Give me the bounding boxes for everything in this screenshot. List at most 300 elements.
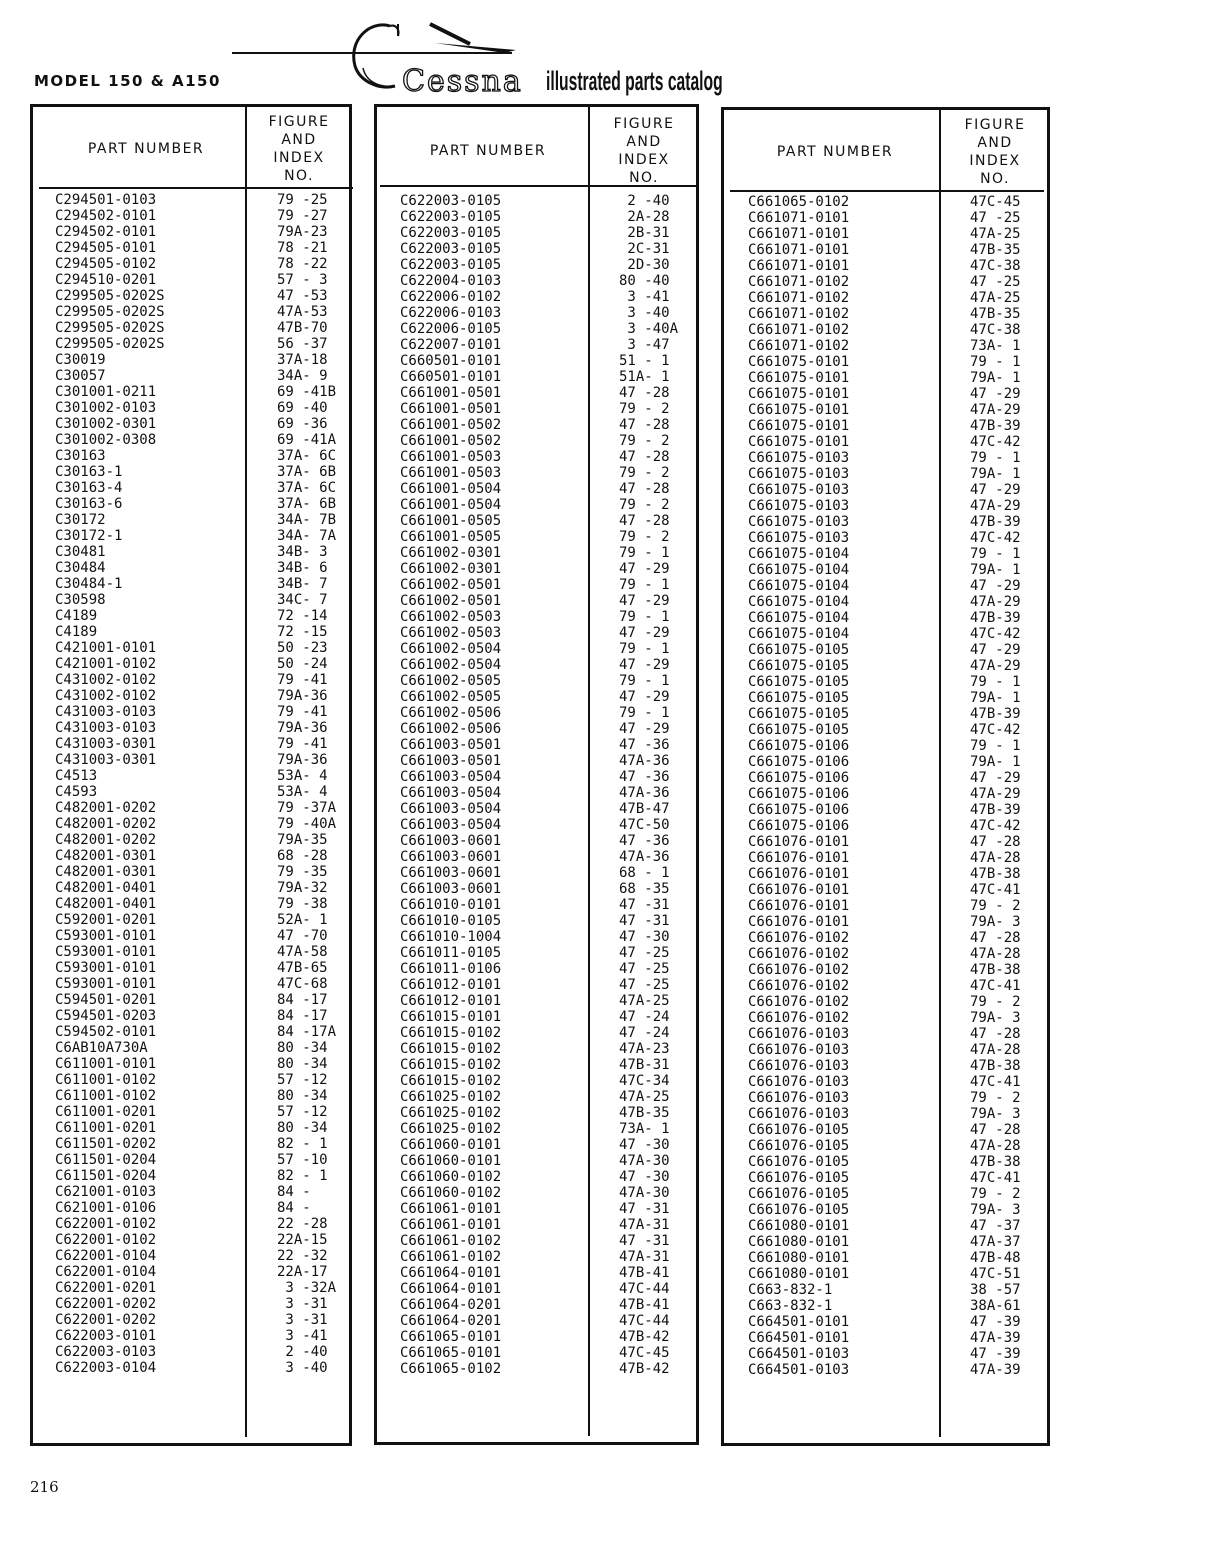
figure-index: 79 - 1 bbox=[970, 674, 1021, 690]
figure-index: 47 -29 bbox=[970, 642, 1021, 658]
part-number: C661065-0102 bbox=[400, 1361, 502, 1377]
table-row bbox=[33, 1280, 349, 1296]
table-row bbox=[724, 306, 1047, 322]
part-number: C431003-0103 bbox=[55, 704, 157, 720]
figure-index-header: FIGURE AND INDEX NO. bbox=[613, 116, 675, 186]
table-row bbox=[724, 1170, 1047, 1186]
part-number: C661003-0501 bbox=[400, 753, 502, 769]
part-number: C661065-0101 bbox=[400, 1329, 502, 1345]
figure-index: 34B- 3 bbox=[277, 544, 328, 560]
figure-index: 52A- 1 bbox=[277, 912, 328, 928]
table-row bbox=[33, 848, 349, 864]
part-number: C661075-0101 bbox=[748, 354, 850, 370]
table-row bbox=[724, 1266, 1047, 1282]
part-number: C592001-0201 bbox=[55, 912, 157, 928]
part-number: C661071-0101 bbox=[748, 210, 850, 226]
part-number: C661001-0504 bbox=[400, 481, 502, 497]
part-number: C431003-0103 bbox=[55, 720, 157, 736]
table-row bbox=[724, 898, 1047, 914]
table-row bbox=[377, 881, 696, 897]
part-number: C661080-0101 bbox=[748, 1218, 850, 1234]
figure-index: 47 -25 bbox=[619, 977, 670, 993]
figure-index: 47C-42 bbox=[970, 530, 1021, 546]
table-row bbox=[33, 720, 349, 736]
table-row bbox=[724, 386, 1047, 402]
part-number-header: PART NUMBER bbox=[429, 143, 547, 159]
table-row bbox=[724, 402, 1047, 418]
part-number: C431002-0102 bbox=[55, 688, 157, 704]
part-number: C661002-0301 bbox=[400, 561, 502, 577]
table-row bbox=[377, 993, 696, 1009]
part-number: C482001-0401 bbox=[55, 896, 157, 912]
part-number: C294505-0101 bbox=[55, 240, 157, 256]
part-number: C661002-0301 bbox=[400, 545, 502, 561]
figure-index: 47 -28 bbox=[970, 834, 1021, 850]
table-row bbox=[33, 512, 349, 528]
table-row bbox=[377, 1345, 696, 1361]
part-number: C661075-0103 bbox=[748, 498, 850, 514]
table-row bbox=[377, 417, 696, 433]
figure-index: 79A- 1 bbox=[970, 754, 1021, 770]
figure-index: 47A-29 bbox=[970, 498, 1021, 514]
part-number: C661060-0101 bbox=[400, 1137, 502, 1153]
table-row bbox=[33, 544, 349, 560]
figure-index: 79 - 2 bbox=[619, 465, 670, 481]
table-row bbox=[377, 1105, 696, 1121]
part-number: C30163-1 bbox=[55, 464, 123, 480]
part-number: C661011-0106 bbox=[400, 961, 502, 977]
table-row bbox=[724, 498, 1047, 514]
table-row bbox=[724, 1058, 1047, 1074]
part-number: C661001-0503 bbox=[400, 465, 502, 481]
part-number: C661075-0103 bbox=[748, 466, 850, 482]
cessna-logo bbox=[230, 10, 750, 110]
part-number: C622006-0102 bbox=[400, 289, 502, 305]
table-row bbox=[724, 1202, 1047, 1218]
part-number: C661076-0101 bbox=[748, 882, 850, 898]
part-number: C421001-0101 bbox=[55, 640, 157, 656]
table-row bbox=[724, 1282, 1047, 1298]
figure-index: 3 -47 bbox=[619, 337, 670, 353]
part-number: C661075-0106 bbox=[748, 738, 850, 754]
table-row bbox=[33, 1008, 349, 1024]
part-number: C661076-0101 bbox=[748, 914, 850, 930]
figure-index: 68 - 1 bbox=[619, 865, 670, 881]
figure-index: 47 -29 bbox=[970, 482, 1021, 498]
part-number: C661010-1004 bbox=[400, 929, 502, 945]
part-number: C622001-0202 bbox=[55, 1296, 157, 1312]
part-number: C30481 bbox=[55, 544, 106, 560]
table-row bbox=[377, 1025, 696, 1041]
part-number: C482001-0202 bbox=[55, 816, 157, 832]
part-number-header: PART NUMBER bbox=[87, 141, 205, 157]
part-number: C661011-0105 bbox=[400, 945, 502, 961]
part-number: C661003-0504 bbox=[400, 801, 502, 817]
table-row bbox=[724, 482, 1047, 498]
part-number: C482001-0301 bbox=[55, 848, 157, 864]
header-rule bbox=[730, 190, 1044, 192]
figure-index: 79A- 1 bbox=[970, 690, 1021, 706]
figure-index: 79 - 1 bbox=[619, 705, 670, 721]
figure-index: 47C-51 bbox=[970, 1266, 1021, 1282]
figure-index: 53A- 4 bbox=[277, 784, 328, 800]
part-number: C661015-0102 bbox=[400, 1041, 502, 1057]
figure-index-header: FIGURE AND INDEX NO. bbox=[268, 114, 330, 184]
figure-index: 79 -35 bbox=[277, 864, 328, 880]
part-number: C299505-0202S bbox=[55, 304, 165, 320]
part-number: C30484 bbox=[55, 560, 106, 576]
table-row bbox=[377, 785, 696, 801]
part-number: C421001-0102 bbox=[55, 656, 157, 672]
table-row bbox=[724, 1346, 1047, 1362]
part-number: C622001-0102 bbox=[55, 1216, 157, 1232]
table-row bbox=[33, 352, 349, 368]
figure-index: 47C-34 bbox=[619, 1073, 670, 1089]
figure-index: 47C-45 bbox=[970, 194, 1021, 210]
part-number: C611001-0102 bbox=[55, 1088, 157, 1104]
table-row bbox=[724, 290, 1047, 306]
table-row bbox=[724, 642, 1047, 658]
parts-rows bbox=[377, 193, 696, 1377]
part-number: C661075-0106 bbox=[748, 754, 850, 770]
figure-index: 47A-28 bbox=[970, 946, 1021, 962]
table-row bbox=[33, 1328, 349, 1344]
figure-index: 47B-65 bbox=[277, 960, 328, 976]
table-row bbox=[33, 672, 349, 688]
table-row bbox=[377, 369, 696, 385]
part-number: C661076-0105 bbox=[748, 1122, 850, 1138]
figure-index: 37A-18 bbox=[277, 352, 328, 368]
part-number: C661075-0101 bbox=[748, 386, 850, 402]
part-number: C660501-0101 bbox=[400, 353, 502, 369]
figure-index: 78 -22 bbox=[277, 256, 328, 272]
table-row bbox=[377, 609, 696, 625]
figure-index: 47 -30 bbox=[619, 1137, 670, 1153]
figure-index: 47 -28 bbox=[619, 417, 670, 433]
figure-index: 47A-25 bbox=[970, 290, 1021, 306]
table-row bbox=[377, 1121, 696, 1137]
table-row bbox=[33, 208, 349, 224]
part-number: C661060-0102 bbox=[400, 1185, 502, 1201]
table-row bbox=[377, 193, 696, 209]
figure-index: 79A-23 bbox=[277, 224, 328, 240]
figure-index: 47B-41 bbox=[619, 1265, 670, 1281]
part-number: C622001-0104 bbox=[55, 1264, 157, 1280]
part-number: C594501-0203 bbox=[55, 1008, 157, 1024]
figure-index: 22 -28 bbox=[277, 1216, 328, 1232]
part-number: C661075-0101 bbox=[748, 370, 850, 386]
table-row bbox=[33, 1120, 349, 1136]
figure-index: 34B- 6 bbox=[277, 560, 328, 576]
figure-index: 79 - 2 bbox=[619, 529, 670, 545]
figure-index: 47 -28 bbox=[619, 449, 670, 465]
table-row bbox=[377, 689, 696, 705]
part-number: C661015-0102 bbox=[400, 1073, 502, 1089]
table-row bbox=[33, 1104, 349, 1120]
table-row bbox=[724, 434, 1047, 450]
part-number: C622006-0105 bbox=[400, 321, 502, 337]
part-number: C30057 bbox=[55, 368, 106, 384]
figure-index: 79 - 2 bbox=[970, 898, 1021, 914]
table-row bbox=[33, 320, 349, 336]
part-number: C661075-0104 bbox=[748, 626, 850, 642]
part-number: C661002-0501 bbox=[400, 577, 502, 593]
table-row bbox=[377, 945, 696, 961]
figure-index: 47C-41 bbox=[970, 882, 1021, 898]
figure-index: 47A-53 bbox=[277, 304, 328, 320]
part-number: C661075-0105 bbox=[748, 658, 850, 674]
figure-index: 84 -17 bbox=[277, 1008, 328, 1024]
part-number: C661075-0105 bbox=[748, 690, 850, 706]
figure-index: 37A- 6C bbox=[277, 448, 337, 464]
part-number: C661075-0104 bbox=[748, 610, 850, 626]
figure-index: 79A-36 bbox=[277, 720, 328, 736]
figure-index: 22 -32 bbox=[277, 1248, 328, 1264]
figure-index: 80 -34 bbox=[277, 1040, 328, 1056]
figure-index: 79 - 1 bbox=[619, 545, 670, 561]
part-number: C622004-0103 bbox=[400, 273, 502, 289]
brand-wordmark: Cessna bbox=[402, 64, 523, 99]
figure-index: 47B-39 bbox=[970, 802, 1021, 818]
part-number: C661075-0103 bbox=[748, 514, 850, 530]
figure-index: 50 -24 bbox=[277, 656, 328, 672]
part-number: C661071-0101 bbox=[748, 258, 850, 274]
table-row bbox=[377, 977, 696, 993]
figure-index: 47 -29 bbox=[619, 657, 670, 673]
part-number: C594501-0201 bbox=[55, 992, 157, 1008]
table-row bbox=[724, 1362, 1047, 1378]
figure-index: 72 -14 bbox=[277, 608, 328, 624]
figure-index: 47B-38 bbox=[970, 962, 1021, 978]
figure-index: 37A- 6C bbox=[277, 480, 337, 496]
table-row bbox=[724, 850, 1047, 866]
part-number: C6AB10A730A bbox=[55, 1040, 148, 1056]
part-number: C661002-0504 bbox=[400, 657, 502, 673]
table-row bbox=[33, 528, 349, 544]
figure-index: 34B- 7 bbox=[277, 576, 328, 592]
figure-index: 79 -41 bbox=[277, 672, 328, 688]
part-number: C661075-0104 bbox=[748, 562, 850, 578]
part-number: C661071-0101 bbox=[748, 242, 850, 258]
part-number: C661071-0102 bbox=[748, 322, 850, 338]
part-number: C661075-0105 bbox=[748, 642, 850, 658]
table-row bbox=[724, 626, 1047, 642]
part-number: C661076-0105 bbox=[748, 1154, 850, 1170]
table-row bbox=[377, 721, 696, 737]
figure-index: 80 -40 bbox=[619, 273, 670, 289]
table-row bbox=[377, 577, 696, 593]
table-row bbox=[377, 385, 696, 401]
table-row bbox=[33, 1024, 349, 1040]
table-row bbox=[377, 1201, 696, 1217]
figure-index: 57 -12 bbox=[277, 1104, 328, 1120]
figure-index: 47A-28 bbox=[970, 1138, 1021, 1154]
part-number: C661025-0102 bbox=[400, 1089, 502, 1105]
part-number: C661002-0503 bbox=[400, 625, 502, 641]
figure-index: 47 -25 bbox=[970, 274, 1021, 290]
figure-index: 79A-36 bbox=[277, 752, 328, 768]
figure-index: 68 -28 bbox=[277, 848, 328, 864]
table-row bbox=[724, 802, 1047, 818]
part-number: C294501-0103 bbox=[55, 192, 157, 208]
table-row bbox=[724, 866, 1047, 882]
table-row bbox=[33, 960, 349, 976]
part-number: C664501-0101 bbox=[748, 1314, 850, 1330]
table-row bbox=[377, 1089, 696, 1105]
figure-index: 79 - 1 bbox=[619, 577, 670, 593]
figure-index: 3 -40 bbox=[277, 1360, 328, 1376]
figure-index: 73A- 1 bbox=[970, 338, 1021, 354]
part-number: C661065-0101 bbox=[400, 1345, 502, 1361]
figure-index: 69 -40 bbox=[277, 400, 328, 416]
figure-index: 47 -25 bbox=[970, 210, 1021, 226]
part-number: C661003-0501 bbox=[400, 737, 502, 753]
table-row bbox=[377, 561, 696, 577]
part-number: C661075-0101 bbox=[748, 402, 850, 418]
part-number: C622003-0105 bbox=[400, 257, 502, 273]
table-row bbox=[377, 289, 696, 305]
part-number: C661003-0601 bbox=[400, 881, 502, 897]
part-number: C294502-0101 bbox=[55, 224, 157, 240]
figure-index: 47 -24 bbox=[619, 1025, 670, 1041]
part-number: C661061-0101 bbox=[400, 1201, 502, 1217]
figure-index: 79 - 2 bbox=[970, 1090, 1021, 1106]
part-number: C621001-0103 bbox=[55, 1184, 157, 1200]
figure-index: 79 -40A bbox=[277, 816, 337, 832]
part-number: C30163 bbox=[55, 448, 106, 464]
table-row bbox=[377, 513, 696, 529]
figure-index: 79A- 3 bbox=[970, 1202, 1021, 1218]
figure-index: 79 - 1 bbox=[619, 609, 670, 625]
figure-index: 47 -36 bbox=[619, 737, 670, 753]
figure-index: 47 -31 bbox=[619, 1233, 670, 1249]
part-number: C661001-0505 bbox=[400, 529, 502, 545]
table-row bbox=[377, 401, 696, 417]
part-number: C661080-0101 bbox=[748, 1266, 850, 1282]
figure-index: 47 -28 bbox=[619, 481, 670, 497]
figure-index: 79 - 2 bbox=[970, 994, 1021, 1010]
figure-index: 69 -41B bbox=[277, 384, 337, 400]
table-row bbox=[33, 368, 349, 384]
table-row bbox=[377, 353, 696, 369]
part-number: C30163-4 bbox=[55, 480, 123, 496]
table-row bbox=[33, 816, 349, 832]
figure-index: 47A-23 bbox=[619, 1041, 670, 1057]
table-row bbox=[33, 240, 349, 256]
figure-index: 47C-38 bbox=[970, 322, 1021, 338]
figure-index: 47A-36 bbox=[619, 849, 670, 865]
figure-index: 3 -40A bbox=[619, 321, 679, 337]
table-row bbox=[33, 1296, 349, 1312]
table-row bbox=[33, 688, 349, 704]
figure-index: 79 - 1 bbox=[619, 641, 670, 657]
figure-index: 79 - 1 bbox=[970, 450, 1021, 466]
table-row bbox=[33, 272, 349, 288]
part-number: C661015-0102 bbox=[400, 1025, 502, 1041]
table-row bbox=[724, 274, 1047, 290]
figure-index: 47B-42 bbox=[619, 1329, 670, 1345]
part-number: C482001-0301 bbox=[55, 864, 157, 880]
figure-index: 47A-39 bbox=[970, 1362, 1021, 1378]
part-number: C661060-0102 bbox=[400, 1169, 502, 1185]
table-row bbox=[33, 592, 349, 608]
figure-index: 47 -28 bbox=[970, 1026, 1021, 1042]
table-row bbox=[33, 1360, 349, 1376]
table-row bbox=[377, 1361, 696, 1377]
figure-index: 47 -29 bbox=[619, 689, 670, 705]
table-row bbox=[724, 706, 1047, 722]
parts-rows bbox=[724, 194, 1047, 1378]
figure-index: 56 -37 bbox=[277, 336, 328, 352]
table-row bbox=[724, 834, 1047, 850]
table-row bbox=[724, 466, 1047, 482]
table-row bbox=[377, 1153, 696, 1169]
table-row bbox=[33, 256, 349, 272]
table-row bbox=[33, 1248, 349, 1264]
part-number: C30172-1 bbox=[55, 528, 123, 544]
figure-index: 57 -12 bbox=[277, 1072, 328, 1088]
parts-rows bbox=[33, 192, 349, 1376]
part-number: C661075-0106 bbox=[748, 802, 850, 818]
table-row bbox=[377, 337, 696, 353]
figure-index: 47B-39 bbox=[970, 514, 1021, 530]
table-row bbox=[377, 593, 696, 609]
figure-index: 53A- 4 bbox=[277, 768, 328, 784]
table-row bbox=[377, 1169, 696, 1185]
table-row bbox=[724, 674, 1047, 690]
figure-index: 47 -25 bbox=[619, 961, 670, 977]
table-row bbox=[377, 769, 696, 785]
part-number: C30598 bbox=[55, 592, 106, 608]
part-number: C661002-0506 bbox=[400, 705, 502, 721]
part-number: C661001-0502 bbox=[400, 417, 502, 433]
table-row bbox=[377, 657, 696, 673]
figure-index: 47C-44 bbox=[619, 1313, 670, 1329]
table-row bbox=[377, 1249, 696, 1265]
figure-index: 47 -31 bbox=[619, 897, 670, 913]
table-row bbox=[377, 913, 696, 929]
table-row bbox=[33, 1344, 349, 1360]
table-row bbox=[33, 496, 349, 512]
part-number: C294502-0101 bbox=[55, 208, 157, 224]
figure-index: 57 - 3 bbox=[277, 272, 328, 288]
table-row bbox=[377, 1057, 696, 1073]
part-number: C593001-0101 bbox=[55, 960, 157, 976]
parts-panel-3 bbox=[721, 107, 1050, 1446]
part-number: C611501-0202 bbox=[55, 1136, 157, 1152]
part-number: C611001-0201 bbox=[55, 1120, 157, 1136]
table-row bbox=[377, 1233, 696, 1249]
table-row bbox=[377, 1009, 696, 1025]
part-number: C661076-0101 bbox=[748, 834, 850, 850]
table-row bbox=[724, 1010, 1047, 1026]
figure-index: 79A- 1 bbox=[970, 562, 1021, 578]
part-number: C482001-0401 bbox=[55, 880, 157, 896]
part-number: C622001-0202 bbox=[55, 1312, 157, 1328]
figure-index: 47B-39 bbox=[970, 706, 1021, 722]
table-row bbox=[724, 738, 1047, 754]
part-number: C431003-0301 bbox=[55, 752, 157, 768]
part-number: C664501-0103 bbox=[748, 1346, 850, 1362]
figure-index: 2A-28 bbox=[619, 209, 670, 225]
part-number: C661015-0102 bbox=[400, 1057, 502, 1073]
figure-index: 34A- 9 bbox=[277, 368, 328, 384]
part-number: C661002-0504 bbox=[400, 641, 502, 657]
table-row bbox=[33, 576, 349, 592]
table-row bbox=[724, 1186, 1047, 1202]
figure-index: 47A-29 bbox=[970, 658, 1021, 674]
figure-index: 47B-31 bbox=[619, 1057, 670, 1073]
